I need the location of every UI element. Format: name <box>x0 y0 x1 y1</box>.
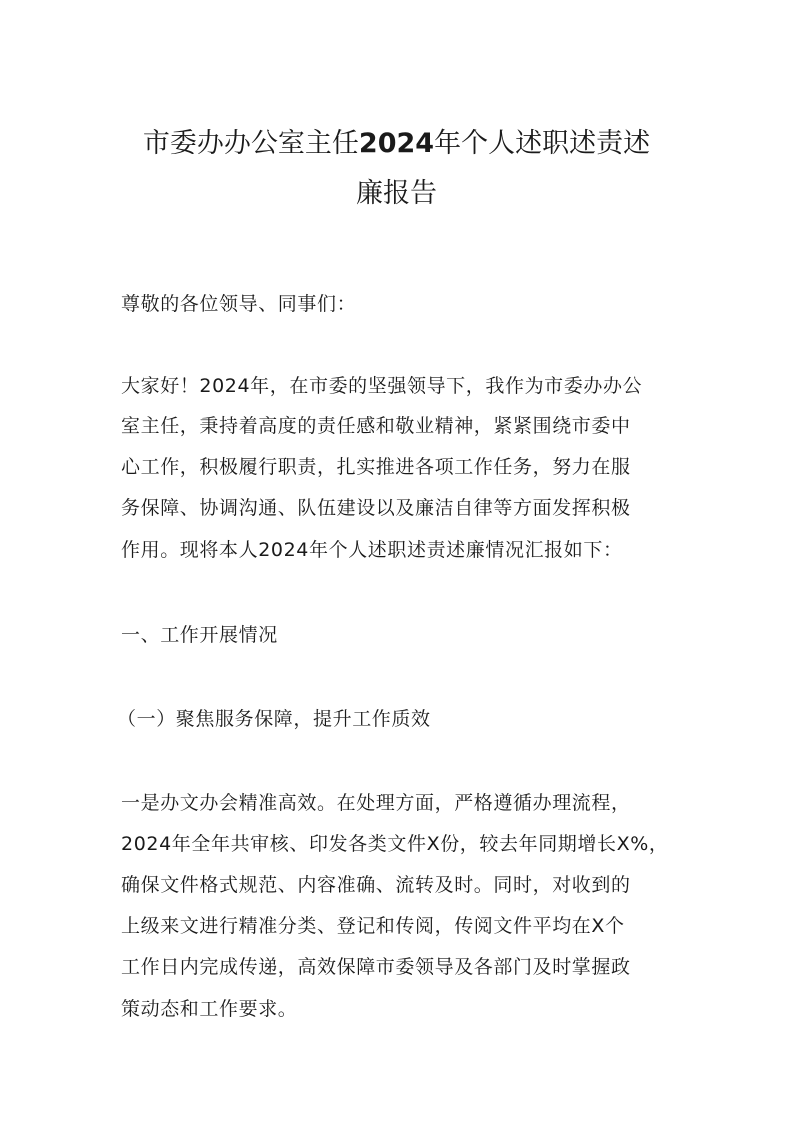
heading-text: （一）聚焦服务保障，提升工作质效 <box>117 708 431 730</box>
intro-line-5 <box>121 538 681 562</box>
para1-line-1 <box>121 791 681 815</box>
document-title-line-2 <box>0 177 793 211</box>
intro-line-1 <box>121 374 681 398</box>
para1-line-3 <box>121 873 681 897</box>
intro-line-4 <box>121 496 681 520</box>
subsection-heading <box>117 707 677 731</box>
text: 份，较去年同期增长 <box>440 833 617 855</box>
text: 室主任，秉持着高度的责任感和敬业精神，紧紧围绕市委中 <box>121 415 631 437</box>
section-heading <box>121 623 681 647</box>
intro-line-2 <box>121 414 681 438</box>
text: 确保文件格式规范、内容准确、流转及时。同时，对收到的 <box>121 874 631 896</box>
placeholder-value: X <box>591 915 606 937</box>
intro-line-3 <box>121 455 681 479</box>
text: 年个人述职述责述廉情况汇报如下： <box>308 539 623 561</box>
title-text: 年个人述职述责述 <box>434 128 651 159</box>
title-text: 市委办办公室主任 <box>142 128 359 159</box>
para1-line-4 <box>121 914 681 938</box>
text: ， <box>648 833 669 855</box>
heading-text: 一、工作开展情况 <box>121 624 278 646</box>
year: 2024 <box>199 375 251 397</box>
text: 年，在市委的坚强领导下，我作为市委办办公 <box>250 375 643 397</box>
placeholder-value: X% <box>616 833 649 855</box>
para1-line-5 <box>121 955 681 979</box>
year: 2024 <box>121 833 172 855</box>
text: 策动态和工作要求。 <box>121 998 298 1020</box>
text: 个 <box>605 915 625 937</box>
document-title-line-1 <box>0 127 793 161</box>
salutation-text: 尊敬的各位领导、同事们： <box>121 293 357 315</box>
text: 大家好！ <box>121 375 200 397</box>
text: 作用。现将本人 <box>121 539 259 561</box>
text: 一是办文办会精准高效。在处理方面，严格遵循办理流程， <box>121 792 631 814</box>
year: 2024 <box>258 539 309 561</box>
salutation <box>121 292 681 316</box>
para1-line-2 <box>121 832 681 856</box>
text: 年全年共审核、印发各类文件 <box>171 833 427 855</box>
title-text: 廉报告 <box>356 178 437 209</box>
text: 心工作，积极履行职责，扎实推进各项工作任务，努力在服 <box>121 456 631 478</box>
text: 工作日内完成传递，高效保障市委领导及各部门及时掌握政 <box>121 956 631 978</box>
placeholder-value: X <box>426 833 441 855</box>
para1-line-6 <box>121 997 681 1021</box>
title-year: 2024 <box>358 128 435 159</box>
text: 务保障、协调沟通、队伍建设以及廉洁自律等方面发挥积极 <box>121 497 631 519</box>
text: 上级来文进行精准分类、登记和传阅，传阅文件平均在 <box>121 915 592 937</box>
